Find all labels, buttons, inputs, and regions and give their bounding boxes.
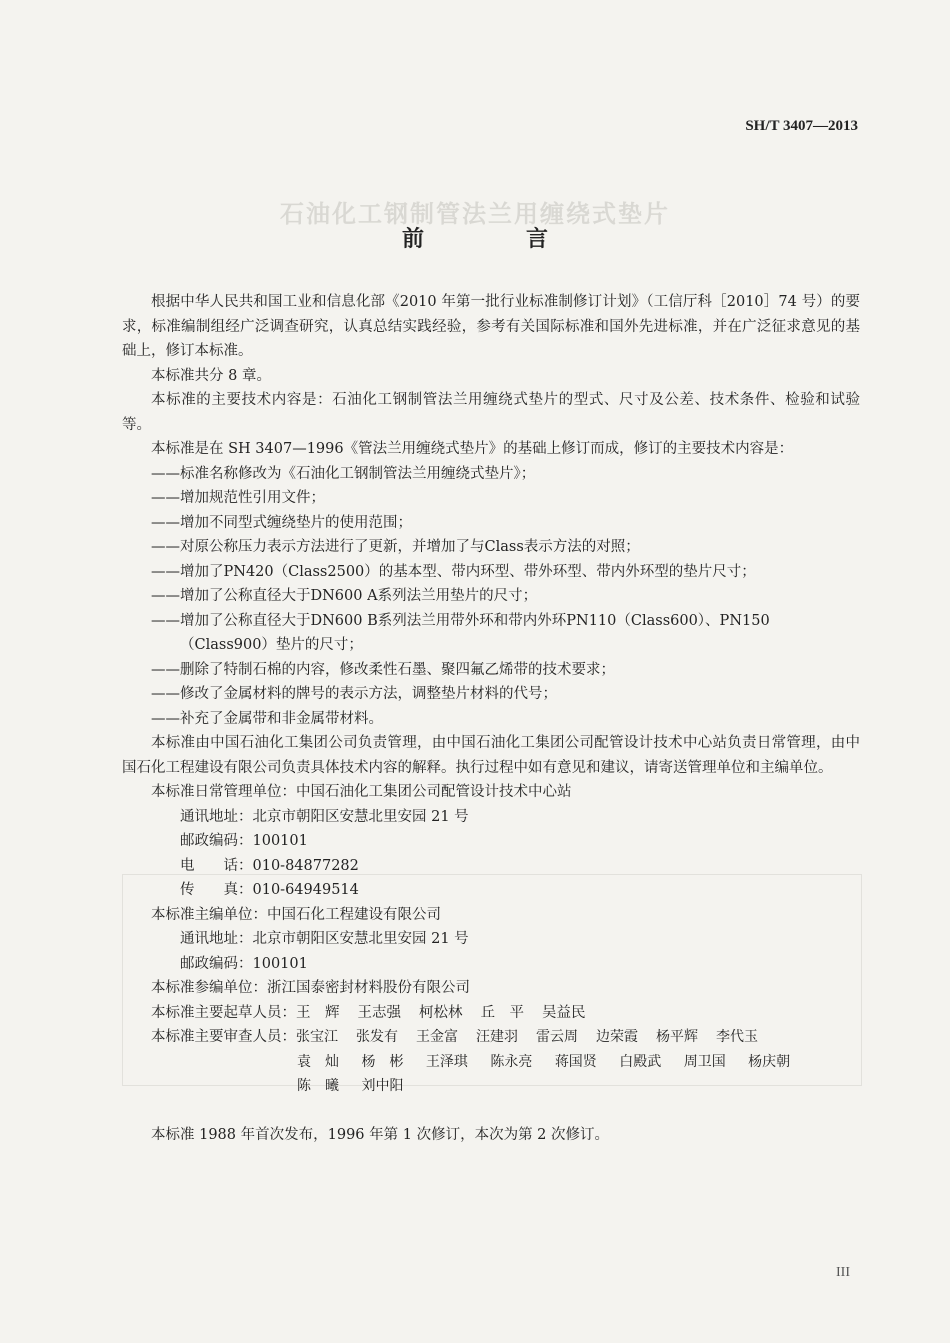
foreword-body	[122, 290, 860, 1147]
person-name: 周卫国	[683, 1053, 726, 1070]
bleed-through-title: 石油化工钢制管法兰用缠绕式垫片	[280, 200, 670, 228]
reviewers-names-row3	[297, 1074, 860, 1099]
page-title: 前 言	[401, 227, 588, 252]
reviewers-names-row2	[297, 1050, 860, 1075]
reviewers-label: 本标准主要审查人员：	[151, 1029, 296, 1045]
person-name: 雷云周	[536, 1029, 578, 1045]
person-name: 吴益民	[542, 1004, 586, 1021]
change-item: ——增加不同型式缠绕垫片的使用范围；	[151, 514, 412, 531]
person-name: 袁 灿	[297, 1053, 339, 1070]
person-name: 陈 曦	[297, 1078, 339, 1094]
paragraph-content: 本标准的主要技术内容是：石油化工钢制管法兰用缠绕式垫片的型式、尺寸及公差、技术条件、检验和试验等。	[122, 392, 860, 433]
person-name: 白殿武	[619, 1053, 662, 1070]
daily-unit-fax: 传 真：010-64949514	[180, 882, 359, 898]
paragraph-chapters: 本标准共分 8 章。	[151, 367, 271, 384]
change-item: ——补充了金属带和非金属带材料。	[151, 710, 383, 727]
person-name: 杨平辉	[656, 1029, 698, 1045]
person-name: 张宝江	[296, 1029, 338, 1045]
person-name: 陈永亮	[490, 1053, 533, 1070]
person-name: 蒋国贤	[554, 1053, 597, 1070]
participant-unit: 本标准参编单位：浙江国泰密封材料股份有限公司	[151, 980, 470, 996]
change-item: ——增加了PN420（Class2500）的基本型、带内环型、带外环型、带内外环型的垫片尺寸；	[151, 563, 756, 580]
page-number: III	[836, 1265, 850, 1280]
chief-unit-label: 本标准主编单位：中国石化工程建设有限公司	[151, 906, 441, 923]
person-name: 王志强	[357, 1004, 401, 1021]
person-name: 杨 彬	[361, 1053, 404, 1070]
person-name: 杨庆朝	[748, 1053, 791, 1070]
daily-unit-postcode: 邮政编码：100101	[180, 833, 308, 849]
drafters-row	[151, 1001, 860, 1026]
change-item: ——对原公称压力表示方法进行了更新，并增加了与Class表示方法的对照；	[151, 539, 640, 555]
change-item: ——增加规范性引用文件；	[151, 490, 325, 506]
person-name: 张发有	[356, 1029, 398, 1045]
chief-unit-address: 通讯地址：北京市朝阳区安慧北里安园 21 号	[180, 931, 469, 947]
paragraph-revision: 本标准是在 SH 3407—1996《管法兰用缠绕式垫片》的基础上修订而成，修订的主要技术内容是：	[151, 441, 794, 457]
person-name: 丘 平	[480, 1004, 524, 1021]
standard-code: SH/T 3407—2013	[745, 118, 858, 134]
drafters-names	[296, 1001, 604, 1026]
paragraph-basis: 根据中华人民共和国工业和信息化部《2010 年第一批行业标准制修订计划》（工信厅科［2010］74 号）的要求，标准编制组经广泛调查研究，认真总结实践经验，参考有关国际标准和国外先进标准，并在广泛征求意见的基础上，修订本标准。	[122, 294, 860, 359]
person-name: 王金富	[416, 1029, 458, 1045]
change-item: ——修改了金属材料的牌号的表示方法，调整垫片材料的代号；	[151, 686, 557, 702]
daily-unit-address: 通讯地址：北京市朝阳区安慧北里安园 21 号	[180, 808, 469, 825]
change-item: ——增加了公称直径大于DN600 A系列法兰用垫片的尺寸；	[151, 588, 538, 604]
person-name: 刘中阳	[361, 1078, 404, 1094]
change-item: ——删除了特制石棉的内容，修改柔性石墨、聚四氟乙烯带的技术要求；	[151, 661, 615, 678]
daily-unit-phone: 电 话：010-84877282	[180, 857, 359, 874]
person-name: 柯松林	[419, 1004, 463, 1021]
person-name: 边荣霞	[596, 1029, 638, 1045]
paragraph-management: 本标准由中国石油化工集团公司负责管理，由中国石油化工集团公司配管设计技术中心站负责日常管理，由中国石化工程建设有限公司负责具体技术内容的解释。执行过程中如有意见和建议，请寄送管理单位和主编单位。	[122, 735, 860, 776]
reviewers-row	[151, 1025, 860, 1050]
change-item: ——标准名称修改为《石油化工钢制管法兰用缠绕式垫片》；	[151, 465, 536, 482]
drafters-label: 本标准主要起草人员：	[151, 1004, 296, 1021]
change-item: ——增加了公称直径大于DN600 B系列法兰用带外环和带内外环PN110（Class600）、PN150	[151, 612, 770, 629]
chief-unit-postcode: 邮政编码：100101	[180, 955, 308, 972]
reviewers-names-row1	[296, 1025, 758, 1050]
change-item-continued: （Class900）垫片的尺寸；	[180, 637, 363, 653]
person-name: 汪建羽	[476, 1029, 518, 1045]
publication-history: 本标准 1988 年首次发布，1996 年第 1 次修订，本次为第 2 次修订。	[151, 1126, 610, 1143]
person-name: 王泽琪	[425, 1053, 468, 1070]
daily-unit-label: 本标准日常管理单位：中国石油化工集团公司配管设计技术中心站	[151, 784, 572, 800]
person-name: 李代玉	[716, 1029, 758, 1045]
person-name: 王 辉	[296, 1004, 340, 1021]
